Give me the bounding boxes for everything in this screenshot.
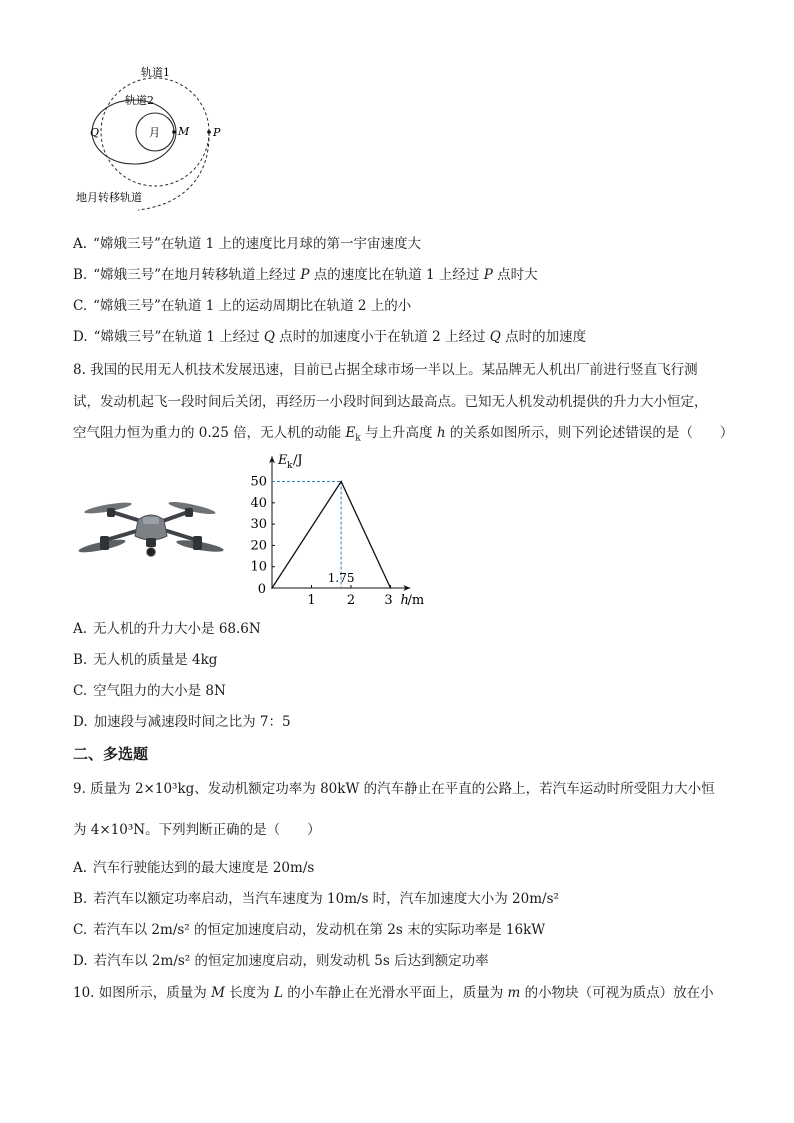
option-text-part: Q (489, 329, 501, 345)
q7-option-c (73, 297, 411, 315)
q9-line-2-a: 为 (73, 822, 91, 838)
q9-option-c (73, 921, 545, 939)
y-axis-label-unit: /J (293, 453, 303, 469)
y-axis-label-main: E (278, 453, 288, 469)
q8-line-3-b: 与上升高度 (360, 425, 437, 441)
option-text: 若汽车以 2m/s² 的恒定加速度启动，则发动机 5s 后达到额定功率 (93, 953, 489, 969)
x-tick-label: 3 (384, 593, 393, 608)
q10-a: 10. 如图所示，质量为 (73, 985, 212, 1001)
q9-line-1 (73, 780, 715, 798)
q10-b: 长度为 (224, 985, 274, 1001)
ek-h-chart (245, 450, 435, 610)
option-text: 汽车行驶能达到的最大速度是 20m/s (93, 860, 315, 876)
peak-x-label: 1.75 (327, 571, 355, 585)
option-letter: B. (73, 891, 88, 907)
q10-M: M (211, 985, 225, 1001)
q10-d: 的小物块（可视为质点）放在小 (520, 985, 714, 1001)
moon-label: 月 (149, 126, 160, 139)
option-letter: C. (73, 922, 88, 938)
q9-option-d (73, 952, 489, 970)
q10-m: m (507, 985, 521, 1001)
drone-image (72, 490, 230, 570)
data-point (271, 587, 273, 589)
q9-line-2 (73, 821, 321, 839)
orbit-2-ellipse (92, 100, 176, 164)
option-text-part: “嫦娥三号”在轨道 1 上的速度比月球的第一宇宙速度大 (93, 236, 422, 252)
orbit-1-label: 轨道1 (141, 66, 170, 79)
y-tick-label: 10 (250, 559, 267, 575)
q10-L: L (273, 985, 283, 1001)
option-text-part: “嫦娥三号”在轨道 1 上经过 (93, 329, 264, 345)
q7-option-a (73, 235, 421, 253)
drone-top-panel (143, 517, 159, 524)
option-letter: A. (73, 236, 88, 252)
camera-lens (147, 548, 156, 557)
option-text: 若汽车以额定功率启动，当汽车速度为 10m/s 时，汽车加速度大小为 20m/s² (93, 891, 559, 907)
q8-option-d (73, 713, 291, 731)
q9-mass-expr: 2×10³kg (134, 781, 195, 797)
option-letter: C. (73, 298, 88, 314)
q9-line-1-b: 、发动机额定功率为 80kW 的汽车静止在平直的公路上，若汽车运动时所受阻力大小恒 (194, 781, 715, 797)
option-letter: D. (73, 714, 88, 730)
y-tick-label: 30 (250, 517, 267, 533)
orbit-figure (70, 60, 230, 220)
x-tick-label: 1 (307, 593, 316, 608)
q9-option-a (73, 859, 314, 877)
h-symbol: h (436, 425, 446, 441)
option-text: 若汽车以 2m/s² 的恒定加速度启动，发动机在第 2s 末的实际功率是 16kW (93, 922, 546, 938)
q9-line-2-b: 。下列判断正确的是（ ） (145, 822, 321, 838)
option-text-part: P (300, 267, 310, 283)
x-tick-label: 2 (346, 593, 356, 608)
q8-option-b (73, 651, 217, 669)
y-axis-label-sub: k (287, 461, 293, 472)
option-text: 加速段与减速段时间之比为 7：5 (93, 714, 291, 730)
option-text-part: 点时的加速度 (500, 329, 587, 345)
ek-subscript: k (355, 433, 361, 444)
y-tick-label: 20 (250, 538, 267, 554)
point-q-label: Q (90, 126, 100, 139)
option-text-part: 点时大 (492, 267, 538, 283)
option-letter: B. (73, 652, 88, 668)
option-letter: C. (73, 683, 88, 699)
q9-line-1-a: 9. 质量为 (73, 781, 135, 797)
q7-option-d (73, 328, 586, 346)
section-title: 二、多选题 (73, 745, 149, 763)
option-letter: D. (73, 329, 88, 345)
q9-force-expr: 4×10³N (90, 822, 146, 838)
option-text-part: 点时的加速度小于在轨道 2 上经过 (275, 329, 490, 345)
motor-bottom-left (100, 536, 109, 550)
orbit-2-label: 轨道2 (125, 94, 154, 107)
q8-line-3-c: 的关系如图所示，则下列论述错误的是（ ） (445, 425, 734, 441)
gimbal-mount (146, 538, 156, 547)
option-text: 无人机的质量是 4kg (93, 652, 218, 668)
point-p-dot (207, 130, 211, 134)
point-p-label: P (213, 126, 221, 139)
q8-line-1: 8. 我国的民用无人机技术发展迅速，目前已占据全球市场一半以上。某品牌无人机出厂前进行竖直飞行测 (73, 362, 698, 378)
q8-line-3 (73, 424, 733, 448)
q10-c: 的小车静止在光滑水平面上，质量为 (282, 985, 508, 1001)
x-axis-label-var: h (400, 593, 409, 608)
motor-bottom-right (193, 536, 202, 550)
option-text-part: Q (263, 329, 275, 345)
data-point (390, 587, 392, 589)
data-point (340, 481, 342, 483)
motor-top-right (185, 508, 193, 517)
option-letter: A. (73, 860, 88, 876)
option-letter: A. (73, 621, 88, 637)
y-tick-label: 40 (250, 495, 267, 511)
q10-line-1 (73, 984, 714, 1002)
point-m-dot (172, 130, 176, 134)
motor-top-left (107, 508, 115, 517)
option-text-part: “嫦娥三号”在地月转移轨道上经过 (93, 267, 301, 283)
q7-option-b (73, 266, 538, 284)
x-axis-label-unit: /m (407, 593, 425, 608)
transfer-orbit-label: 地月转移轨道 (76, 191, 142, 204)
option-letter: D. (73, 953, 88, 969)
point-m-label: M (178, 125, 190, 138)
option-text: 空气阻力的大小是 8N (93, 683, 226, 699)
q8-option-c (73, 682, 226, 700)
option-text: 无人机的升力大小是 68.6N (93, 621, 261, 637)
q8-option-a (73, 620, 261, 638)
y-tick-label: 50 (250, 474, 267, 490)
transfer-orbit-path (138, 133, 209, 210)
q8-line-2: 试，发动机起飞一段时间后关闭，再经历一小段时间到达最高点。已知无人机发动机提供的升力大小恒定， (73, 394, 708, 410)
q9-option-b (73, 890, 559, 908)
option-text-part: 点的速度比在轨道 1 上经过 (309, 267, 484, 283)
option-letter: B. (73, 267, 88, 283)
ek-symbol: E (345, 425, 356, 441)
q8-line-3-a: 空气阻力恒为重力的 0.25 倍，无人机的动能 (73, 425, 346, 441)
option-text-part: “嫦娥三号”在轨道 1 上的运动周期比在轨道 2 上的小 (93, 298, 412, 314)
option-text-part: P (483, 267, 493, 283)
origin-label: 0 (257, 582, 266, 597)
